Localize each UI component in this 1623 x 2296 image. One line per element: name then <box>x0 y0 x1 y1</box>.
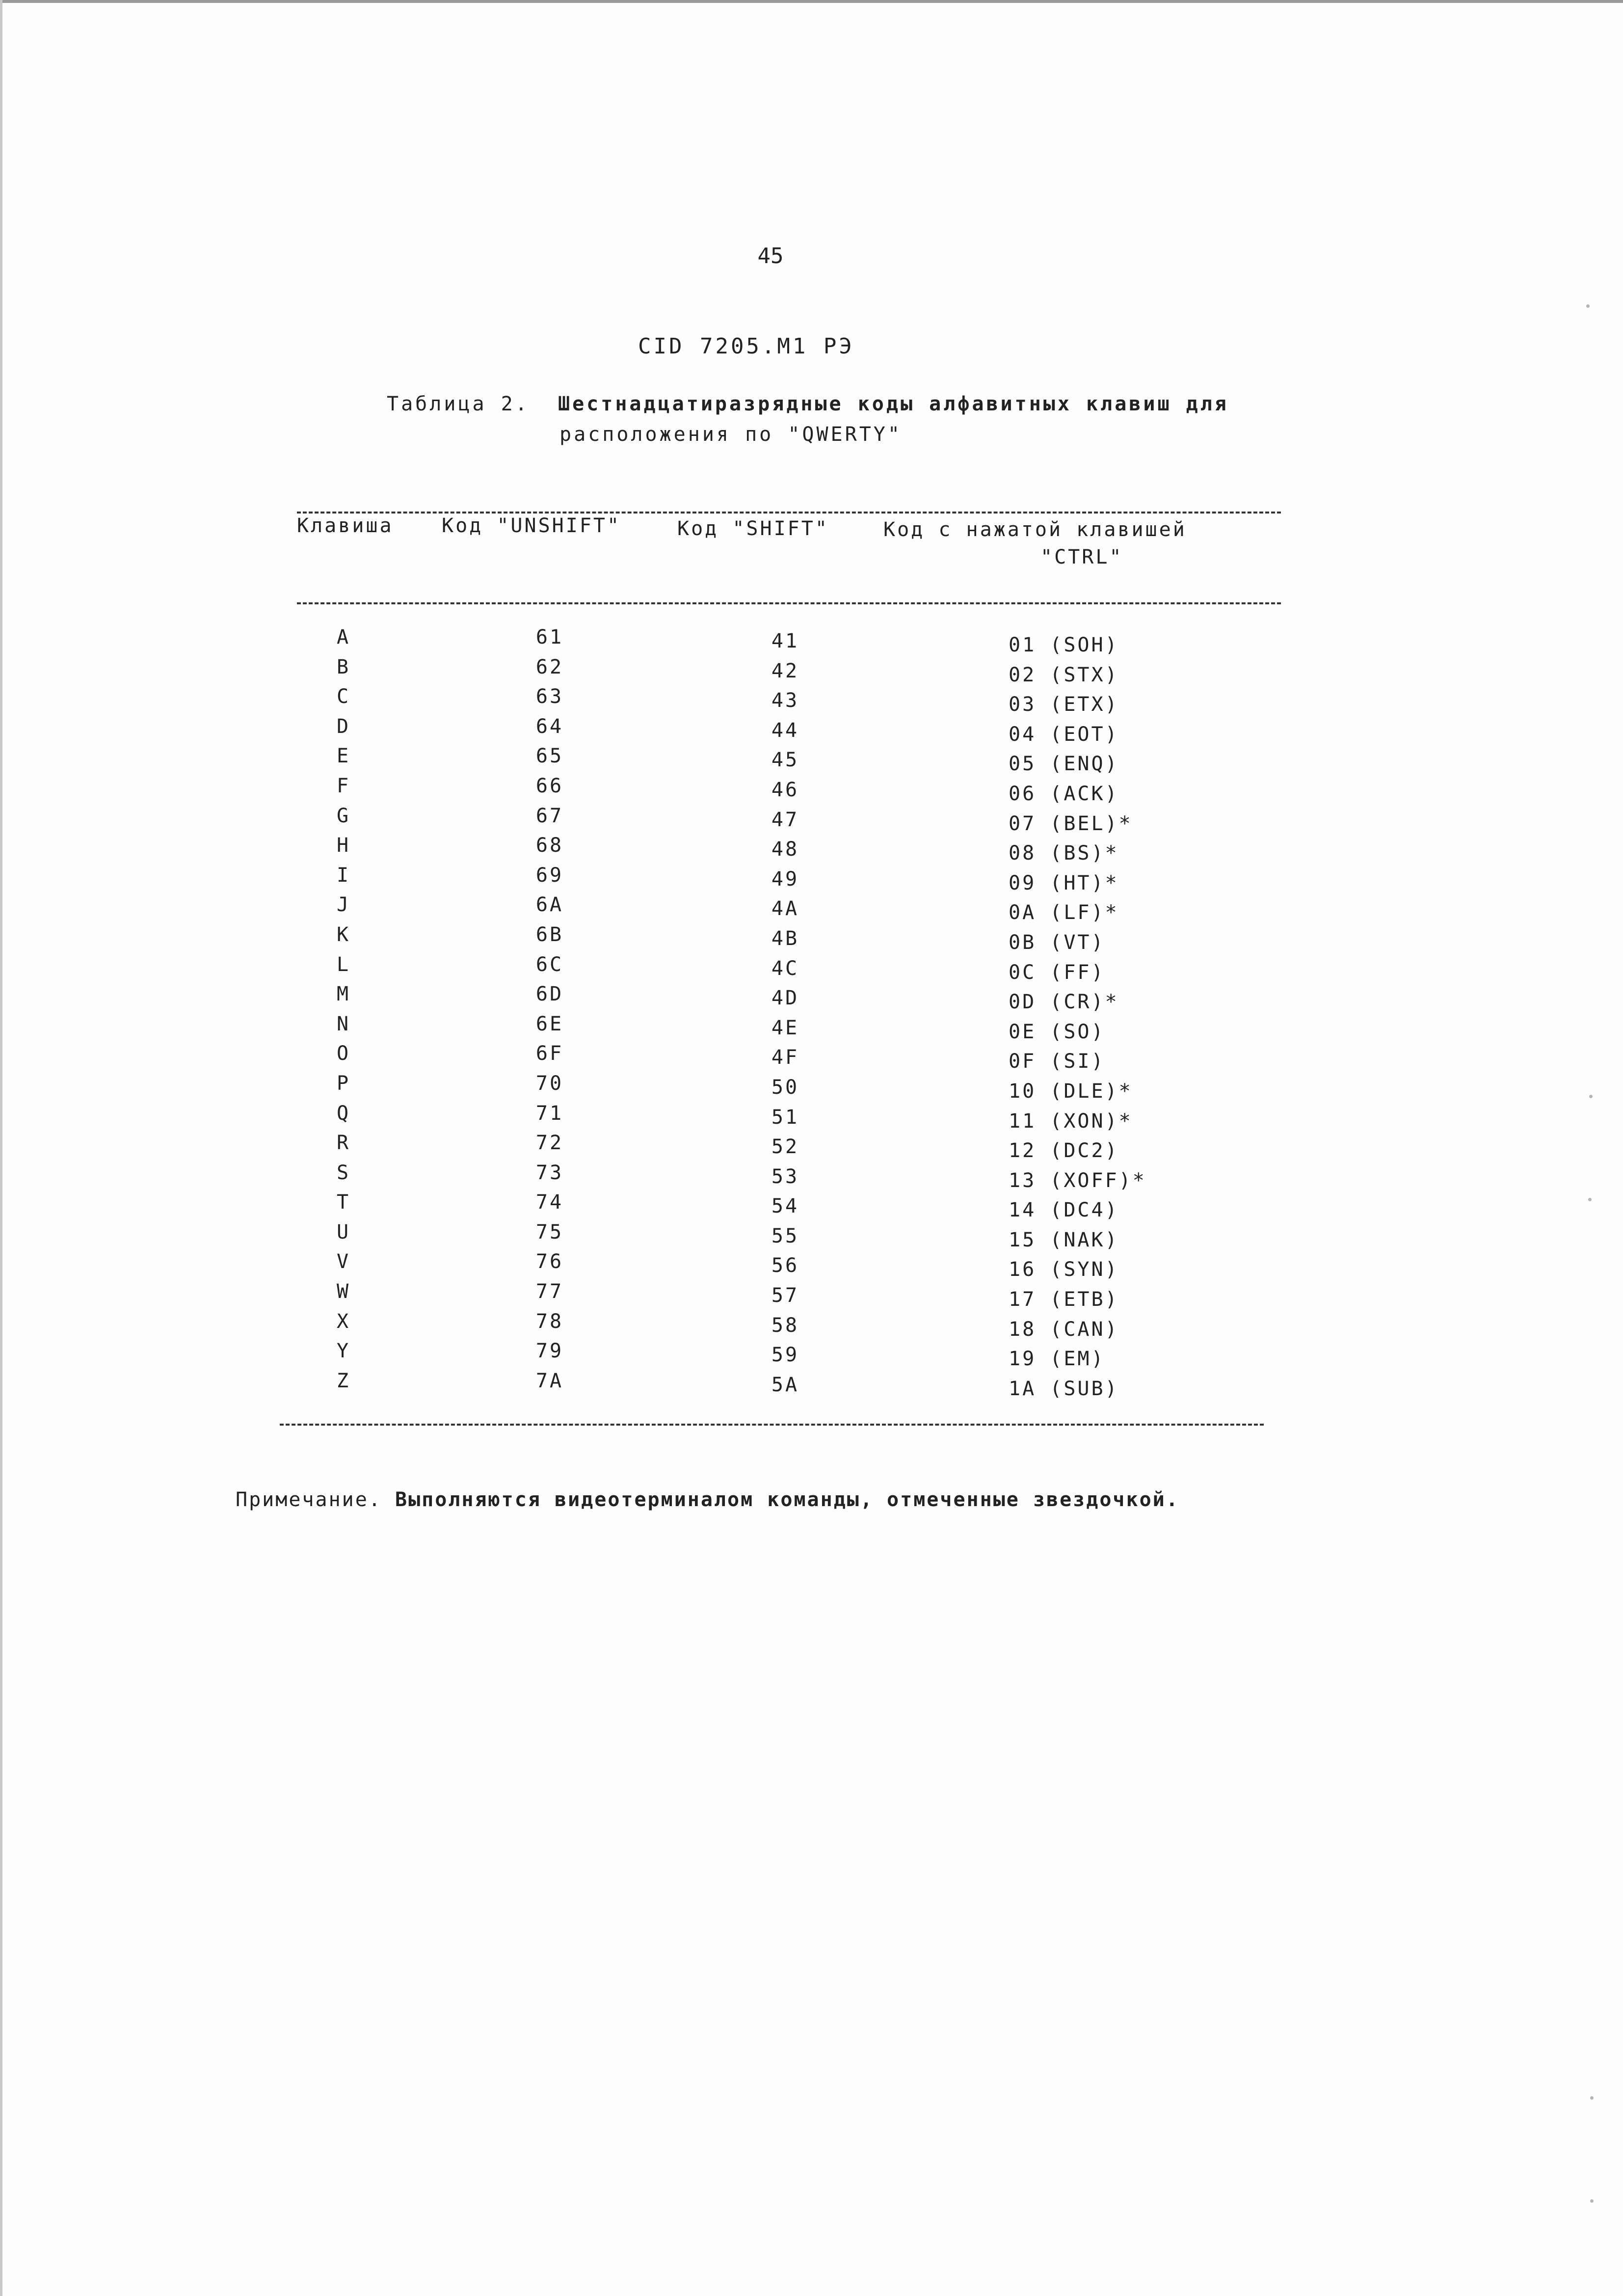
cell-unshift: 64 <box>535 715 564 738</box>
cell-ctrl: 10 (DLE)* <box>1009 1080 1133 1103</box>
table-row <box>0 656 1623 686</box>
cell-ctrl: 0A (LF)* <box>1009 901 1119 924</box>
table-body <box>0 626 1623 1399</box>
table-caption-title: Шестнадцатиразрядные коды алфавитных клавиш для <box>558 393 1229 415</box>
cell-ctrl: 03 (ETX) <box>1009 693 1119 716</box>
cell-key: Y <box>336 1340 351 1363</box>
cell-key: D <box>336 715 351 738</box>
cell-shift: 50 <box>771 1076 799 1099</box>
table-row <box>0 715 1623 745</box>
cell-unshift: 6A <box>535 893 564 917</box>
cell-unshift: 78 <box>535 1310 564 1333</box>
header-ctrl: Код с нажатой клавишей <box>883 518 1187 541</box>
cell-ctrl: 0C (FF) <box>1009 961 1105 984</box>
cell-key: B <box>336 655 351 678</box>
cell-unshift: 6E <box>535 1012 564 1035</box>
cell-ctrl: 1A (SUB) <box>1009 1377 1119 1400</box>
table-top-rule <box>297 512 1281 513</box>
cell-shift: 44 <box>771 719 799 742</box>
cell-unshift: 77 <box>535 1280 564 1303</box>
cell-ctrl: 14 (DC4) <box>1009 1199 1119 1222</box>
cell-shift: 46 <box>771 778 799 801</box>
cell-ctrl: 05 (ENQ) <box>1009 753 1119 776</box>
cell-key: T <box>336 1191 351 1214</box>
header-key: Клавиша <box>297 514 394 537</box>
cell-unshift: 6F <box>535 1042 564 1065</box>
cell-shift: 49 <box>771 867 799 891</box>
table-row <box>0 1250 1623 1280</box>
cell-shift: 4B <box>771 927 799 950</box>
cell-key: L <box>336 953 351 976</box>
cell-shift: 58 <box>771 1314 799 1337</box>
cell-unshift: 79 <box>535 1340 564 1363</box>
cell-key: N <box>336 1012 351 1035</box>
cell-ctrl: 16 (SYN) <box>1009 1258 1119 1281</box>
cell-shift: 56 <box>771 1254 799 1277</box>
cell-key: Q <box>336 1102 351 1125</box>
cell-ctrl: 12 (DC2) <box>1009 1139 1119 1162</box>
cell-key: F <box>336 774 351 797</box>
cell-shift: 53 <box>771 1165 799 1188</box>
table-row <box>0 1280 1623 1310</box>
scan-speck <box>1590 2096 1594 2100</box>
table-row <box>0 685 1623 715</box>
cell-key: U <box>336 1220 351 1243</box>
cell-key: K <box>336 923 351 946</box>
cell-ctrl: 0E (SO) <box>1009 1020 1105 1043</box>
cell-shift: 55 <box>771 1224 799 1247</box>
table-row <box>0 1370 1623 1400</box>
table-row <box>0 1221 1623 1251</box>
page-number: 45 <box>757 243 784 269</box>
cell-unshift: 6D <box>535 983 564 1006</box>
header-ctrl-line2: "CTRL" <box>1040 546 1123 568</box>
cell-unshift: 75 <box>535 1220 564 1243</box>
cell-shift: 4E <box>771 1016 799 1039</box>
cell-shift: 41 <box>771 630 799 652</box>
cell-key: V <box>336 1250 351 1273</box>
cell-unshift: 7A <box>535 1369 564 1392</box>
table-row <box>0 1042 1623 1072</box>
cell-key: P <box>336 1072 351 1095</box>
cell-shift: 5A <box>771 1373 799 1396</box>
cell-key: E <box>336 745 351 768</box>
cell-unshift: 62 <box>535 655 564 678</box>
table-row <box>0 983 1623 1013</box>
cell-shift: 4C <box>771 957 799 980</box>
table-header <box>0 514 1623 598</box>
footnote <box>236 1488 1179 1511</box>
cell-ctrl: 02 (STX) <box>1009 663 1119 686</box>
table-row <box>0 893 1623 923</box>
cell-shift: 42 <box>771 659 799 682</box>
cell-ctrl: 19 (EM) <box>1009 1348 1105 1371</box>
cell-key: W <box>336 1280 351 1303</box>
cell-unshift: 6C <box>535 953 564 976</box>
cell-ctrl: 0D (CR)* <box>1009 991 1119 1014</box>
cell-unshift: 71 <box>535 1102 564 1125</box>
cell-unshift: 66 <box>535 774 564 797</box>
cell-unshift: 70 <box>535 1072 564 1095</box>
cell-key: X <box>336 1310 351 1333</box>
cell-key: I <box>336 864 351 887</box>
footnote-text: Выполняются видеотерминалом команды, отмеченные звездочкой. <box>395 1488 1179 1511</box>
cell-key: G <box>336 804 351 827</box>
cell-ctrl: 11 (XON)* <box>1009 1109 1133 1133</box>
cell-ctrl: 15 (NAK) <box>1009 1228 1119 1251</box>
cell-ctrl: 08 (BS)* <box>1009 842 1119 865</box>
cell-shift: 57 <box>771 1284 799 1307</box>
table-row <box>0 626 1623 656</box>
cell-ctrl: 07 (BEL)* <box>1009 812 1133 835</box>
table-row <box>0 864 1623 894</box>
table-row <box>0 1013 1623 1043</box>
table-header-rule <box>297 602 1281 604</box>
header-shift: Код "SHIFT" <box>677 517 829 540</box>
cell-shift: 4D <box>771 987 799 1010</box>
cell-key: M <box>336 983 351 1006</box>
cell-key: Z <box>336 1369 351 1392</box>
table-row <box>0 1132 1623 1162</box>
cell-unshift: 65 <box>535 745 564 768</box>
table-caption-label: Таблица 2. <box>387 393 530 415</box>
cell-ctrl: 06 (ACK) <box>1009 782 1119 805</box>
table-row <box>0 805 1623 835</box>
cell-unshift: 72 <box>535 1132 564 1155</box>
document-code: CID 7205.M1 РЭ <box>638 334 854 359</box>
cell-ctrl: 01 (SOH) <box>1009 634 1119 656</box>
table-row <box>0 1310 1623 1340</box>
cell-shift: 4A <box>771 897 799 920</box>
cell-key: A <box>336 626 351 648</box>
table-row <box>0 1072 1623 1102</box>
cell-unshift: 68 <box>535 834 564 857</box>
scan-speck <box>1590 2199 1594 2203</box>
cell-ctrl: 13 (XOFF)* <box>1009 1169 1146 1192</box>
table-row <box>0 1102 1623 1132</box>
table-row <box>0 775 1623 805</box>
cell-unshift: 74 <box>535 1191 564 1214</box>
table-row <box>0 953 1623 983</box>
cell-ctrl: 0B (VT) <box>1009 931 1105 954</box>
table-row <box>0 1340 1623 1370</box>
table-row <box>0 745 1623 775</box>
table-row <box>0 1191 1623 1221</box>
cell-shift: 45 <box>771 749 799 772</box>
cell-shift: 4F <box>771 1046 799 1069</box>
table-row <box>0 1162 1623 1191</box>
table-caption-title-line2: расположения по "QWERTY" <box>559 423 902 446</box>
cell-unshift: 6B <box>535 923 564 946</box>
table-row <box>0 923 1623 953</box>
cell-shift: 59 <box>771 1344 799 1367</box>
cell-unshift: 67 <box>535 804 564 827</box>
cell-unshift: 61 <box>535 626 564 648</box>
cell-shift: 47 <box>771 808 799 831</box>
scan-speck <box>1588 1198 1592 1201</box>
cell-key: C <box>336 685 351 708</box>
cell-key: O <box>336 1042 351 1065</box>
scan-edge-top <box>0 0 1623 3</box>
scan-speck <box>1586 304 1590 308</box>
cell-ctrl: 18 (CAN) <box>1009 1318 1119 1341</box>
scan-speck <box>1589 1095 1593 1098</box>
cell-key: J <box>336 893 351 917</box>
cell-shift: 43 <box>771 689 799 712</box>
cell-ctrl: 0F (SI) <box>1009 1050 1105 1073</box>
cell-ctrl: 09 (HT)* <box>1009 871 1119 894</box>
cell-key: H <box>336 834 351 857</box>
cell-shift: 48 <box>771 838 799 861</box>
cell-shift: 51 <box>771 1106 799 1129</box>
header-unshift: Код "UNSHIFT" <box>442 514 621 537</box>
table-row <box>0 834 1623 864</box>
table-caption <box>387 393 1229 415</box>
cell-shift: 54 <box>771 1195 799 1218</box>
cell-key: R <box>336 1132 351 1155</box>
cell-unshift: 73 <box>535 1161 564 1184</box>
cell-ctrl: 04 (EOT) <box>1009 723 1119 746</box>
footnote-label: Примечание. <box>236 1488 382 1511</box>
cell-key: S <box>336 1161 351 1184</box>
cell-unshift: 76 <box>535 1250 564 1273</box>
cell-unshift: 69 <box>535 864 564 887</box>
table-bottom-rule <box>280 1424 1264 1426</box>
cell-unshift: 63 <box>535 685 564 708</box>
cell-shift: 52 <box>771 1135 799 1159</box>
cell-ctrl: 17 (ETB) <box>1009 1288 1119 1311</box>
